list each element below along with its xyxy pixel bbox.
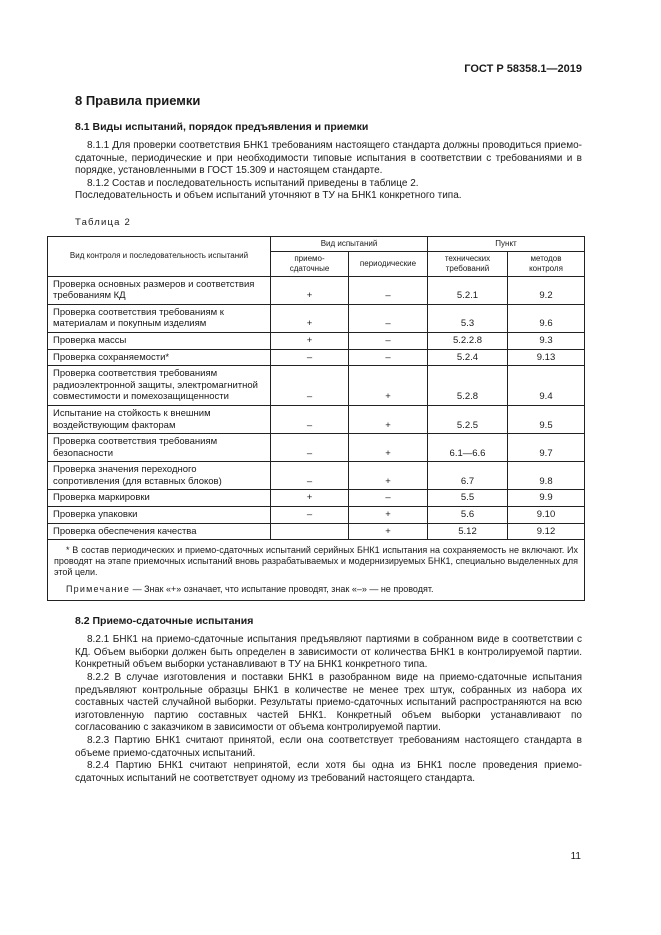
row-name: Испытание на стойкость к внешним воздействующим факторам [48, 405, 271, 433]
row-periodic: + [349, 434, 428, 462]
row-acceptance: + [271, 276, 349, 304]
table-row [48, 332, 585, 349]
table-row [48, 366, 585, 406]
row-methods: 9.7 [508, 434, 585, 462]
row-requirements: 6.1—6.6 [428, 434, 508, 462]
tests-table [47, 236, 585, 602]
row-acceptance: + [271, 332, 349, 349]
row-requirements: 5.2.5 [428, 405, 508, 433]
table-note [54, 584, 578, 595]
table-row [48, 276, 585, 304]
row-periodic: – [349, 304, 428, 332]
row-name: Проверка основных размеров и соответствия требованиям КД [48, 276, 271, 304]
row-periodic: – [349, 332, 428, 349]
row-requirements: 5.6 [428, 507, 508, 524]
row-requirements: 5.2.4 [428, 349, 508, 366]
header-test-types: Вид испытаний [271, 236, 428, 251]
paragraph-8-1-2-cont: Последовательность и объем испытаний уточняют в ТУ на БНК1 конкретного типа. [75, 190, 462, 202]
table-body [48, 276, 585, 540]
row-periodic: – [349, 349, 428, 366]
row-requirements: 5.5 [428, 490, 508, 507]
row-periodic: + [349, 366, 428, 406]
row-methods: 9.4 [508, 366, 585, 406]
row-acceptance: – [271, 507, 349, 524]
paragraph-8-2-2: 8.2.2 В случае изготовления и поставки БНК1 в разобранном виде на приемо-сдаточные испытания предъявляют контрольные образцы БНК1 в количестве не менее трех штук, собранных из набора их составных частей случайной выборки. Результаты приемо-сдаточных испытаний распространяются на всю изготовленную партию составных частей БНК1. Конкретный объем выборки устанавливают по согласованию с заказчиком в зависимости от объема контролируемой партии. [75, 672, 582, 734]
row-periodic: + [349, 405, 428, 433]
row-name: Проверка маркировки [48, 490, 271, 507]
row-requirements: 5.2.8 [428, 366, 508, 406]
table-footnote-cell [48, 540, 585, 601]
page-number: 11 [570, 851, 581, 862]
table-row [48, 462, 585, 490]
row-acceptance: – [271, 366, 349, 406]
subsection-title: 8.1 Виды испытаний, порядок предъявления и приемки [75, 121, 369, 133]
note-text: — Знак «+» означает, что испытание проводят, знак «–» — не проводят. [130, 584, 434, 595]
header-acceptance: приемо-сдаточные [271, 251, 349, 276]
row-acceptance: – [271, 434, 349, 462]
row-acceptance: – [271, 405, 349, 433]
paragraph-8-1-2: 8.1.2 Состав и последовательность испытаний приведены в таблице 2. [87, 177, 419, 189]
row-methods: 9.8 [508, 462, 585, 490]
row-name: Проверка обеспечения качества [48, 523, 271, 540]
row-acceptance [271, 523, 349, 540]
row-methods: 9.3 [508, 332, 585, 349]
row-methods: 9.10 [508, 507, 585, 524]
header-requirements: технических требований [428, 251, 508, 276]
row-methods: 9.12 [508, 523, 585, 540]
table-caption: Таблица 2 [75, 216, 131, 228]
row-methods: 9.5 [508, 405, 585, 433]
table-row [48, 349, 585, 366]
table-row [48, 507, 585, 524]
paragraph-8-1-1: 8.1.1 Для проверки соответствия БНК1 требованиям настоящего стандарта должны проводиться приемо-сдаточные, периодические и при необходимости типовые испытания в соответствии с требованиями и в порядке, установленными в ГОСТ 15.309 и настоящем стандарте. [75, 140, 582, 177]
row-name: Проверка массы [48, 332, 271, 349]
paragraph-8-2-1: 8.2.1 БНК1 на приемо-сдаточные испытания предъявляют партиями в собранном виде в соответствии с КД. Объем выборки должен быть определен в зависимости от количества БНК1 в контролируемой партии. Конкретный объем выборки устанавливают в ТУ на БНК1 конкретного типа. [75, 634, 582, 671]
header-item: Пункт [428, 236, 585, 251]
row-acceptance: + [271, 304, 349, 332]
row-name: Проверка соответствия требованиям к материалам и покупным изделиям [48, 304, 271, 332]
row-name: Проверка соответствия требованиям безопасности [48, 434, 271, 462]
row-acceptance: – [271, 462, 349, 490]
table-footnote: * В состав периодических и приемо-сдаточных испытаний серийных БНК1 испытания на сохраняемость не включают. Их проводят на этапе приемочных испытаний вновь разрабатываемых и модернизируемых БНК1, специально выделенных для этой цели. [54, 545, 579, 578]
row-requirements: 5.12 [428, 523, 508, 540]
header-periodic: периодические [349, 251, 428, 276]
row-requirements: 5.3 [428, 304, 508, 332]
row-requirements: 5.2.1 [428, 276, 508, 304]
row-name: Проверка значения переходного сопротивления (для вставных блоков) [48, 462, 271, 490]
header-control: Вид контроля и последовательность испытаний [48, 236, 271, 276]
row-methods: 9.9 [508, 490, 585, 507]
row-methods: 9.2 [508, 276, 585, 304]
row-acceptance: – [271, 349, 349, 366]
table-row [48, 523, 585, 540]
section-title: 8 Правила приемки [75, 93, 201, 108]
row-periodic: + [349, 462, 428, 490]
row-periodic: + [349, 507, 428, 524]
row-periodic: – [349, 490, 428, 507]
subsection-8-2-title: 8.2 Приемо-сдаточные испытания [75, 615, 254, 628]
table-row [48, 405, 585, 433]
table-row [48, 434, 585, 462]
note-label: Примечание [66, 584, 131, 595]
header-methods: методов контроля [508, 251, 585, 276]
paragraph-8-2-4: 8.2.4 Партию БНК1 считают непринятой, если хотя бы одна из БНК1 после проведения приемо-сдаточных испытаний не соответствует одному из требований настоящего стандарта. [75, 760, 582, 784]
row-periodic: – [349, 276, 428, 304]
table-row [48, 490, 585, 507]
row-methods: 9.13 [508, 349, 585, 366]
standard-code: ГОСТ Р 58358.1—2019 [464, 63, 582, 75]
row-name: Проверка упаковки [48, 507, 271, 524]
row-methods: 9.6 [508, 304, 585, 332]
row-requirements: 6.7 [428, 462, 508, 490]
table-row [48, 304, 585, 332]
row-periodic: + [349, 523, 428, 540]
row-name: Проверка сохраняемости* [48, 349, 271, 366]
row-acceptance: + [271, 490, 349, 507]
paragraph-8-2-3: 8.2.3 Партию БНК1 считают принятой, если она соответствует требованиям настоящего стандарта в объеме приемо-сдаточных испытаний. [75, 735, 582, 759]
row-requirements: 5.2.2.8 [428, 332, 508, 349]
row-name: Проверка соответствия требованиям радиоэлектронной защиты, электромагнитной совместимости и помехозащищенности [48, 366, 271, 406]
page-content [53, 93, 582, 785]
